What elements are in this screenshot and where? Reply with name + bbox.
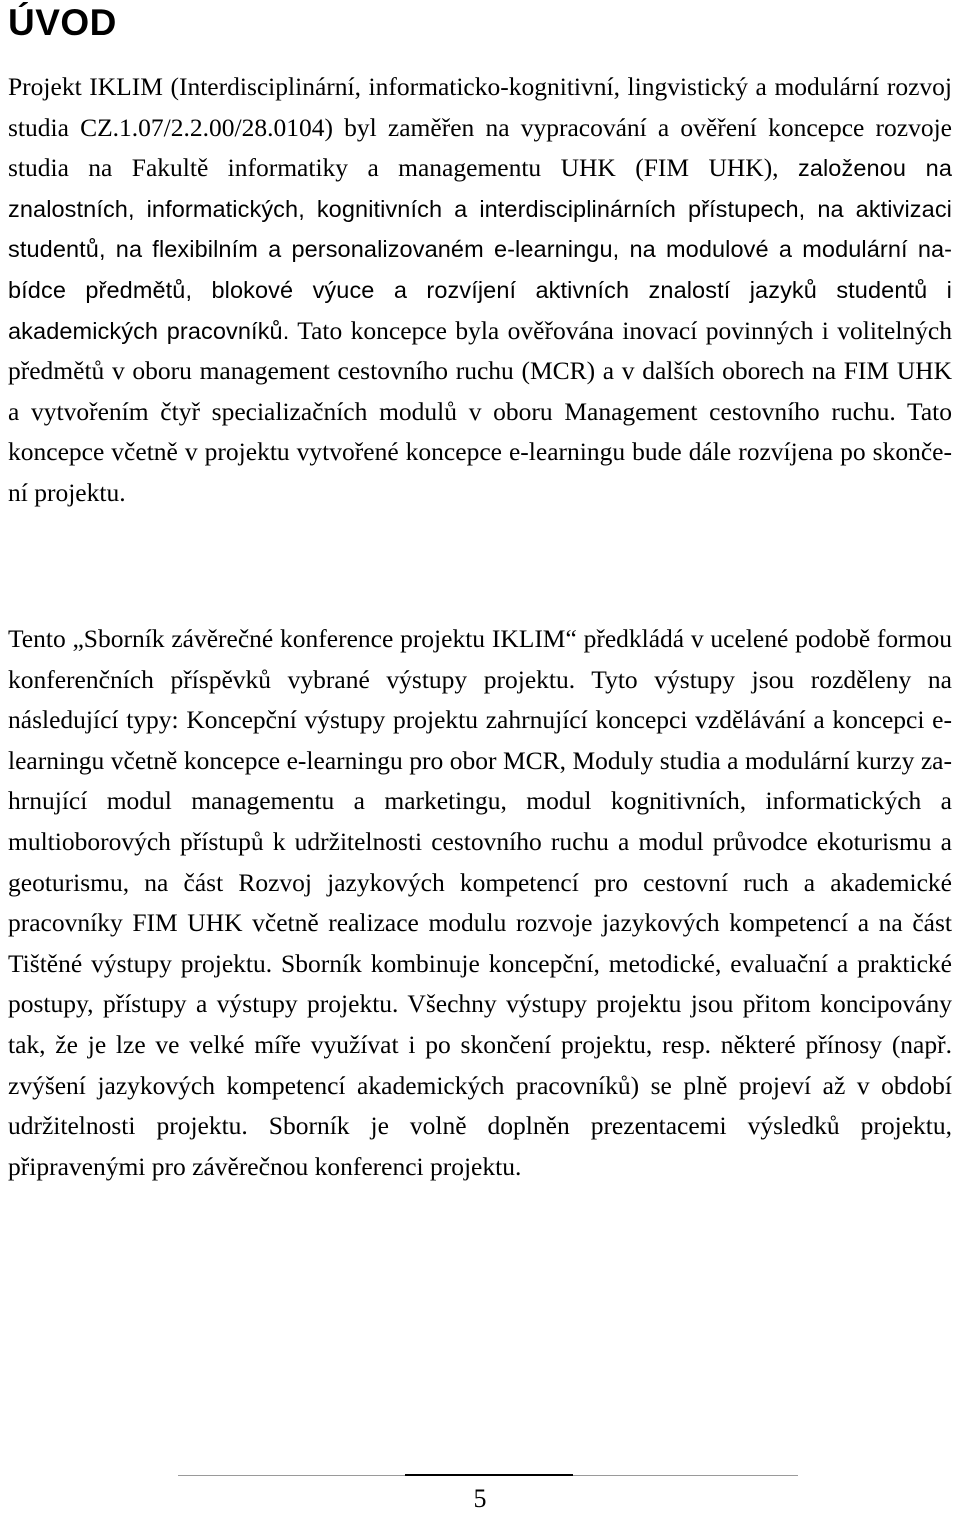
paragraph-1-part-2-sans: založenou na znalostních, informatických, kognitivních a interdisciplinárních přístupech, na aktivizaci studentů, na flexibilním a personalizovaném e-learningu, na modulové a modulární nabídce předmětů, blokové výuce a rozvíjení aktivních znalostí jazyků studentů i akademických pracovníků. [8,155,952,344]
paragraph-1-part-1: Projekt IKLIM (Interdisciplinární, informaticko-kognitivní, lingvistický a modulární rozvoj studia CZ.1.07/2.2.00/28.0104) byl zaměřen na vypracování a ověření koncepce rozvoje studia na Fakultě informatiky a managementu UHK (FIM UHK), [8,72,952,183]
paragraph-proceedings-description: Tento „Sborník závěrečné konference projektu IKLIM“ předkládá v ucelené podobě formou konferenčních příspěvků vybrané výstupy projektu. Tyto výstupy jsou rozděleny na následující typy: Koncepční výstupy projektu zahrnující koncepci vzdělávání a koncepci e-learningu včetně koncepce e-learningu pro obor MCR, Moduly studia a modulární kurzy zahrnující modul managementu a marketingu, modul kognitivních, informatických a multioborových přístupů k udržitelnosti cestovního ruchu a modul průvodce ekoturismu a geoturismu, na část Rozvoj jazykových kompetencí pro cestovní ruch a akademické pracovníky FIM UHK včetně realizace modulu rozvoje jazykových kompetencí a na část Tištěné výstupy projektu. Sborník kombinuje koncepční, metodické, evaluační a praktické postupy, přístupy a výstupy projektu. Všechny výstupy projektu jsou přitom koncipovány tak, že je lze ve velké míře využívat i po skončení projektu, resp. některé přínosy (např. zvýšení jazykových kompetencí akademických pracovníků) se plně projeví až v období udržitelnosti projektu. Sborník je volně doplněn prezentacemi výsledků projektu, připravenými pro závěrečnou konferenci projektu. [8,624,952,1181]
footer-rule-accent [405,1474,573,1476]
paragraph-1-part-3: Tato koncepce byla ověřována inovací povinných i volitelných předmětů v oboru management cestovního ruchu (MCR) a v dalších oborech na FIM UHK a vytvořením čtyř specializačních modulů v oboru Management cestovního ruchu. Tato koncepce včetně v projektu vytvořené koncepce e-learningu bude dále rozvíjena po skončení projektu. [8,315,952,507]
paragraph-project-description [8,67,952,514]
section-heading: ÚVOD [8,2,117,43]
page-number: 5 [473,1484,487,1513]
